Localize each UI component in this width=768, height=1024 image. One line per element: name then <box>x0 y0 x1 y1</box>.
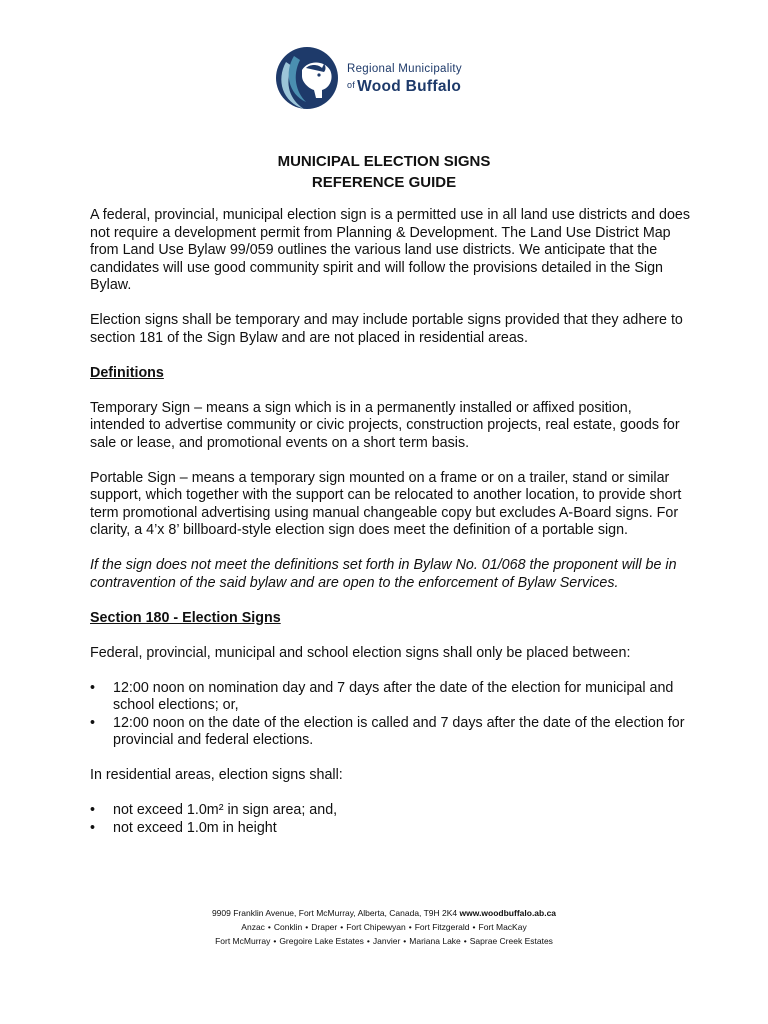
intro-paragraph-2: Election signs shall be temporary and may include portable signs provided that they adhere to section 181 of the Sign Bylaw and are not placed in residential areas. <box>90 312 683 346</box>
bullet-separator-icon: • <box>273 936 277 946</box>
bullet-separator-icon: • <box>472 922 476 932</box>
list-item: • not exceed 1.0m² in sign area; and, <box>90 802 690 820</box>
community-name: Fort McMurray <box>215 936 271 946</box>
community-name: Draper <box>311 922 338 932</box>
bullet-separator-icon: • <box>463 936 467 946</box>
title-line-2: REFERENCE GUIDE <box>311 174 457 191</box>
election-period-list <box>90 680 690 750</box>
footer-communities-row-2 <box>0 934 768 948</box>
page-footer <box>0 906 768 948</box>
community-name: Gregoire Lake Estates <box>279 936 364 946</box>
footer-website: www.woodbuffalo.ab.ca <box>459 908 557 918</box>
logo-line-wood-buffalo <box>347 79 462 95</box>
list-item: • 12:00 noon on nomination day and 7 days after the date of the election for municipal and school elections; or, <box>90 680 690 715</box>
logo-line-regional-municipality: Regional Municipality <box>347 63 462 75</box>
municipality-logo <box>272 42 502 114</box>
temporary-sign-definition: Temporary Sign – means a sign which is in a permanently installed or affixed position, intended to advertise community or civic projects, construction projects, real estate, goods for sale or lease, and promotional events on a short term basis. <box>90 399 680 451</box>
definitions-heading: Definitions <box>90 364 164 381</box>
list-item: • 12:00 noon on the date of the election is called and 7 days after the date of the election for provincial and federal elections. <box>90 715 690 750</box>
footer-address: 9909 Franklin Avenue, Fort McMurray, Alberta, Canada, T9H 2K4 <box>211 908 458 918</box>
bullet-separator-icon: • <box>267 922 271 932</box>
buffalo-emblem-icon <box>272 42 342 114</box>
residential-requirements-list <box>90 802 690 837</box>
portable-sign-definition: Portable Sign – means a temporary sign mounted on a frame or on a trailer, stand or similar support, which together with the support can be relocated to another location, to provide short term promotional advertising using manual changeable copy but excludes A-Board signs. For clarity, a 4’x 8’ billboard-style election sign does meet the definition of a portable sign. <box>90 469 682 538</box>
section-180-heading: Section 180 - Election Signs <box>90 609 281 626</box>
document-body <box>90 207 690 855</box>
logo-text <box>347 64 462 94</box>
bullet-separator-icon: • <box>403 936 407 946</box>
community-name: Conklin <box>273 922 303 932</box>
bullet-separator-icon: • <box>408 922 412 932</box>
community-name: Fort MacKay <box>478 922 527 932</box>
intro-paragraph-1: A federal, provincial, municipal election sign is a permitted use in all land use districts and does not require a development permit from Planning & Development. The Land Use District Map from Land Use Bylaw 99/059 outlines the various land use districts. We anticipate that the candidates will use good community spirit and will follow the provisions detailed in the Sign Bylaw. <box>90 207 690 293</box>
section-180-intro: Federal, provincial, municipal and school election signs shall only be placed between: <box>90 644 631 661</box>
community-name: Mariana Lake <box>409 936 461 946</box>
footer-address-line <box>0 906 768 920</box>
bullet-separator-icon: • <box>366 936 370 946</box>
community-name: Anzac <box>241 922 265 932</box>
residential-intro: In residential areas, election signs shall: <box>90 767 343 783</box>
footer-communities-row-1 <box>0 920 768 934</box>
community-name: Saprae Creek Estates <box>469 936 553 946</box>
bullet-separator-icon: • <box>340 922 344 932</box>
logo-wood-buffalo: Wood Buffalo <box>357 77 462 95</box>
community-name: Fort Fitzgerald <box>414 922 470 932</box>
title-line-1: MUNICIPAL ELECTION SIGNS <box>277 153 491 170</box>
community-name: Janvier <box>372 936 401 946</box>
bullet-separator-icon: • <box>305 922 309 932</box>
bylaw-contravention-note: If the sign does not meet the definitions set forth in Bylaw No. 01/068 the proponent will be in contravention of the said bylaw and are open to the enforcement of Bylaw Services. <box>90 557 677 591</box>
community-name: Fort Chipewyan <box>346 922 406 932</box>
list-item: • not exceed 1.0m in height <box>90 820 690 838</box>
logo-of: of <box>347 79 356 90</box>
page-title <box>0 151 768 193</box>
